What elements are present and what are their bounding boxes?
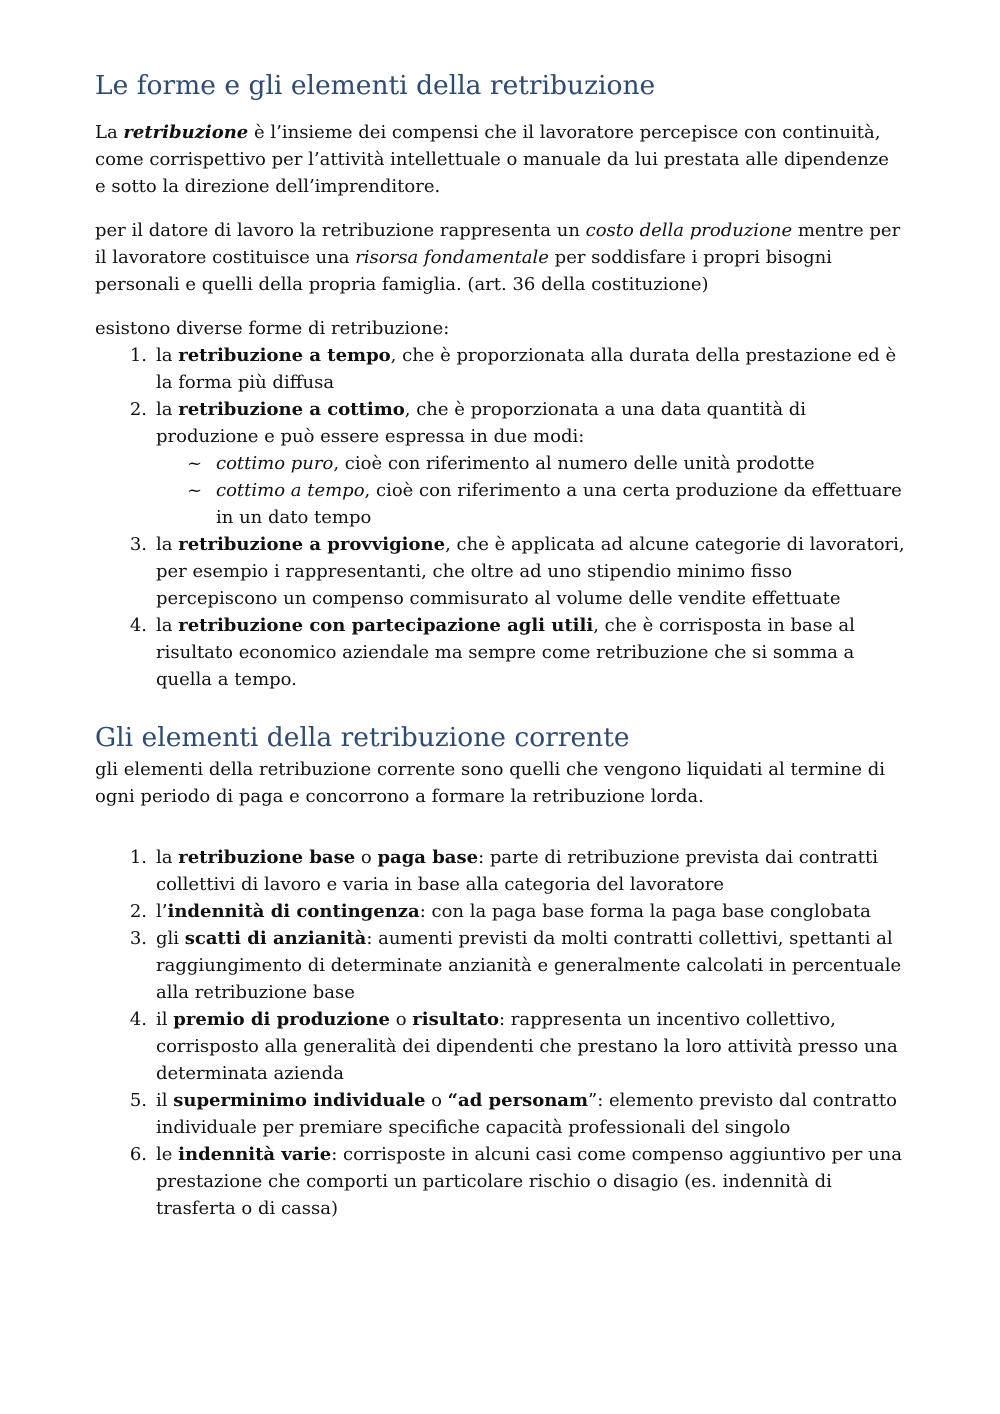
- text: : rappresenta un incentivo collettivo, corrisposto alla generalità dei dipendenti che prestano la loro attività presso una determinata azienda: [156, 1009, 898, 1084]
- list-number: 1.: [129, 345, 147, 366]
- text: il: [156, 1009, 174, 1030]
- bold-term: paga base: [377, 847, 479, 868]
- list-item: [95, 396, 905, 531]
- list-number: 2.: [129, 399, 147, 420]
- list-number: 4.: [129, 1009, 147, 1030]
- text: : corrisposte in alcuni casi come compenso aggiuntivo per una prestazione che comporti un particolare rischio o disagio (es. indennità di trasferta o di cassa): [156, 1144, 902, 1219]
- list-number: 2.: [129, 901, 147, 922]
- bold-term: risultato: [412, 1009, 499, 1030]
- text: , che è corrisposta in base al risultato economico aziendale ma sempre come retribuzione che si somma a quella a tempo.: [156, 615, 855, 690]
- tilde-bullet-icon: ~: [187, 453, 203, 474]
- text: ”: elemento previsto dal contratto individuale per premiare specifiche capacità professionali del singolo: [156, 1090, 898, 1138]
- spacer: [95, 827, 905, 844]
- text: la: [156, 615, 179, 636]
- bold-term: premio di produzione: [173, 1009, 390, 1030]
- text: è l’insieme dei compensi che il lavoratore percepisce con continuità, come corrispettivo per l’attività intellettuale o manuale da lui prestata alle dipendenze e sotto la direzione dell’imprenditore.: [95, 122, 889, 197]
- text: la: [156, 534, 179, 555]
- list-number: 3.: [129, 928, 147, 949]
- bold-term: retribuzione a provvigione: [178, 534, 446, 555]
- bold-term: retribuzione a cottimo: [178, 399, 405, 420]
- text: : con la paga base forma la paga base conglobata: [419, 901, 871, 922]
- sublist-cottimo: [156, 450, 905, 531]
- term-risorsa-fondamentale: risorsa fondamentale: [355, 247, 549, 268]
- text: La: [95, 122, 124, 143]
- text: , che è proporzionata alla durata della prestazione ed è la forma più diffusa: [156, 345, 897, 393]
- text: le: [156, 1144, 179, 1165]
- list-item: [95, 844, 905, 898]
- bold-term: retribuzione a tempo: [178, 345, 391, 366]
- paragraph-forme-intro: esistono diverse forme di retribuzione:: [95, 318, 450, 339]
- text: , cioè con riferimento a una certa produzione da effettuare in un dato tempo: [216, 480, 902, 528]
- text: , che è proporzionata a una data quantità di produzione e può essere espressa in due modi:: [156, 399, 807, 447]
- text: il: [156, 1090, 174, 1111]
- text: o: [355, 847, 378, 868]
- text: per soddisfare i propri bisogni personali e quelli della propria famiglia. (art. 36 della costituzione): [95, 247, 832, 295]
- document-page: [95, 68, 905, 1222]
- list-item: [95, 1141, 905, 1222]
- list-item: [95, 898, 905, 925]
- sublist-item: [156, 477, 905, 531]
- bold-term: scatti di anzianità: [184, 928, 367, 949]
- section-title-elementi: Gli elementi della retribuzione corrente: [95, 722, 630, 753]
- text: , cioè con riferimento al numero delle unità prodotte: [333, 453, 815, 474]
- bold-term: “ad personam: [447, 1090, 588, 1111]
- list-item: [95, 531, 905, 612]
- text: la: [156, 399, 179, 420]
- text: la: [156, 345, 179, 366]
- section-title-forme: Le forme e gli elementi della retribuzione: [95, 70, 656, 101]
- bold-term: retribuzione con partecipazione agli utili: [178, 615, 594, 636]
- list-item: [95, 342, 905, 396]
- text: gli: [156, 928, 185, 949]
- bold-term: indennità di contingenza: [167, 901, 420, 922]
- text: per il datore di lavoro la retribuzione rappresenta un: [95, 220, 586, 241]
- term-retribuzione: retribuzione: [123, 122, 249, 143]
- italic-term: cottimo puro: [216, 453, 334, 474]
- paragraph-definizione: [95, 119, 905, 200]
- text: l’: [156, 901, 168, 922]
- list-number: 1.: [129, 847, 147, 868]
- list-item: [95, 1087, 905, 1141]
- tilde-bullet-icon: ~: [187, 480, 203, 501]
- list-elementi-retribuzione: [95, 844, 905, 1222]
- list-number: 5.: [129, 1090, 147, 1111]
- list-forme-retribuzione: [95, 342, 905, 693]
- list-item: [95, 1006, 905, 1087]
- text: : parte di retribuzione prevista dai contratti collettivi di lavoro e varia in base alla categoria del lavoratore: [156, 847, 878, 895]
- term-costo-produzione: costo della produzione: [585, 220, 793, 241]
- bold-term: retribuzione base: [178, 847, 356, 868]
- list-item: [95, 612, 905, 693]
- paragraph-costo-risorsa: [95, 217, 905, 298]
- spacer: [95, 693, 905, 720]
- text: : aumenti previsti da molti contratti collettivi, spettanti al raggiungimento di determinate anzianità e generalmente calcolati in percentuale alla retribuzione base: [156, 928, 902, 1003]
- bold-term: indennità varie: [178, 1144, 332, 1165]
- text: o: [389, 1009, 413, 1030]
- text: la: [156, 847, 179, 868]
- bold-term: superminimo individuale: [173, 1090, 426, 1111]
- paragraph-elementi-intro: gli elementi della retribuzione corrente sono quelli che vengono liquidati al termine di ogni periodo di paga e concorrono a formare la retribuzione lorda.: [95, 759, 886, 807]
- text: mentre per il lavoratore costituisce una: [95, 220, 901, 268]
- text: , che è applicata ad alcune categorie di lavoratori, per esempio i rappresentanti, che oltre ad uno stipendio minimo fisso percepiscono un compenso commisurato al volume delle vendite effettuate: [156, 534, 905, 609]
- list-number: 6.: [129, 1144, 147, 1165]
- list-number: 4.: [129, 615, 147, 636]
- italic-term: cottimo a tempo: [216, 480, 365, 501]
- list-item: [95, 925, 905, 1006]
- sublist-item: [156, 450, 905, 477]
- list-number: 3.: [129, 534, 147, 555]
- text: o: [425, 1090, 448, 1111]
